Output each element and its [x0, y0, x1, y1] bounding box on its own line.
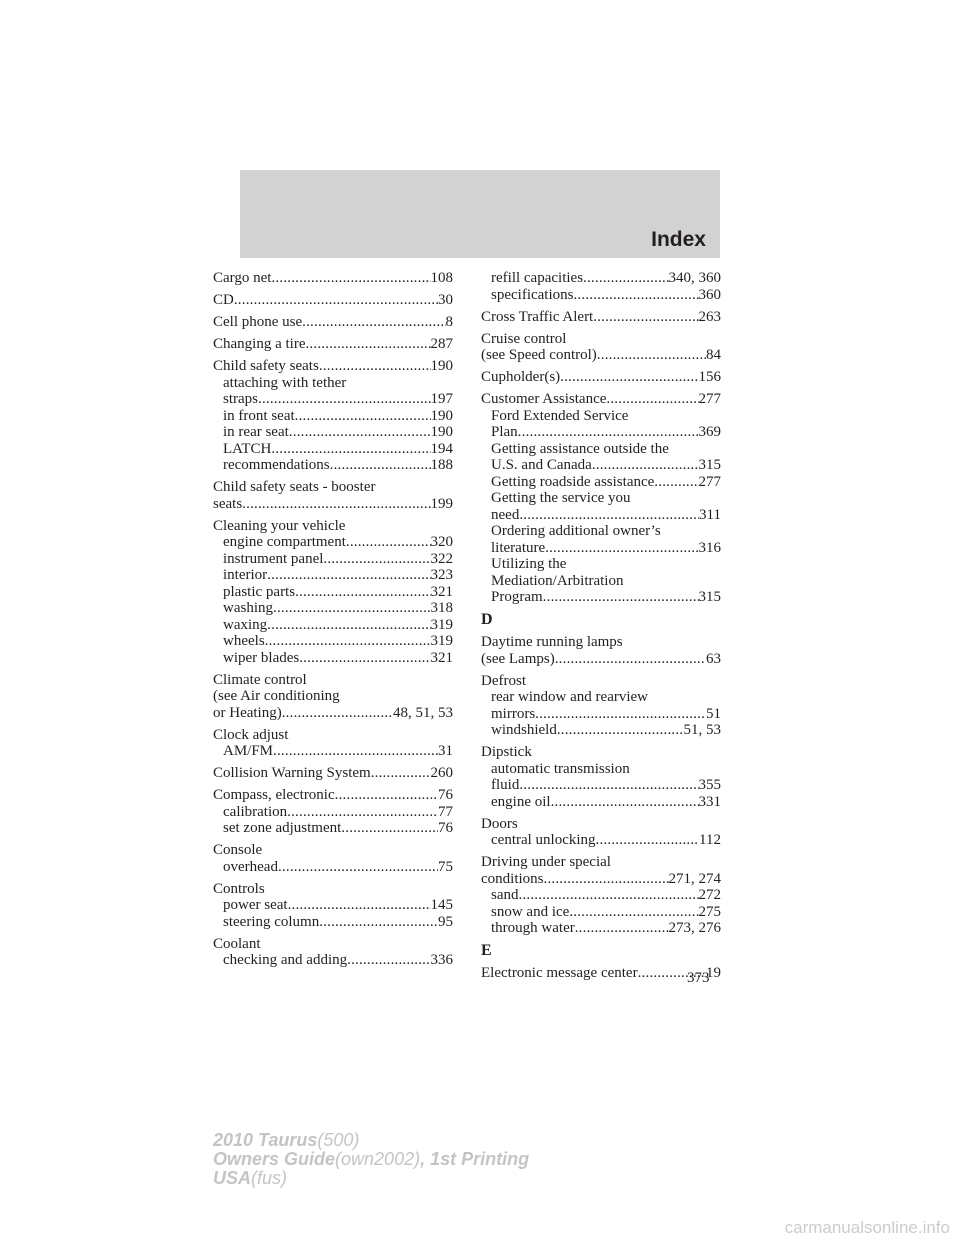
index-subentry-line — [481, 556, 721, 573]
dot-leader — [319, 358, 431, 375]
index-entry — [481, 270, 721, 303]
entry-text: (see Lamps) — [481, 650, 555, 667]
entry-text: Electronic message center — [481, 965, 638, 981]
index-entry — [481, 673, 721, 739]
entry-text: power seat — [223, 897, 288, 913]
entry-text: Child safety seats - booster — [213, 479, 376, 495]
index-entry — [213, 270, 453, 287]
dot-leader — [560, 369, 698, 386]
index-subentry-line — [213, 600, 453, 617]
index-subentry-line — [481, 490, 721, 507]
entry-text: conditions — [481, 870, 544, 887]
index-subentry-line — [213, 457, 453, 474]
dot-leader — [518, 424, 699, 441]
index-entry-line — [213, 727, 453, 744]
entry-page-ref: 194 — [430, 440, 453, 457]
entry-text: Plan — [491, 424, 518, 440]
entry-text: interior — [223, 567, 268, 583]
dot-leader — [519, 777, 698, 794]
index-subentry-line — [213, 633, 453, 650]
entry-text: plastic parts — [223, 583, 296, 600]
index-entry — [481, 309, 721, 326]
entry-text: checking and adding — [223, 952, 348, 968]
entry-text: wheels — [223, 633, 265, 649]
entry-text: calibration — [223, 803, 288, 820]
entry-page-ref: 51, 53 — [683, 722, 721, 738]
index-subentry-line — [213, 820, 453, 837]
dot-leader — [273, 743, 438, 760]
entry-text: waxing — [223, 616, 268, 633]
index-entry-line — [213, 270, 453, 287]
entry-page-ref: 316 — [698, 539, 721, 556]
index-entry — [213, 336, 453, 353]
index-entry — [213, 881, 453, 931]
dot-leader — [371, 765, 431, 782]
dot-leader — [583, 270, 668, 287]
dot-leader — [519, 507, 699, 524]
entry-page-ref: 315 — [698, 589, 721, 605]
index-entry-line — [481, 347, 721, 364]
index-subentry-line — [481, 761, 721, 778]
entry-text: in front seat — [223, 407, 295, 424]
dot-leader — [654, 474, 698, 491]
entry-text: Dipstick — [481, 744, 532, 760]
entry-page-ref: 331 — [698, 793, 721, 810]
entry-text: (see Speed control) — [481, 347, 597, 363]
entry-text: Mediation/Arbitration — [491, 572, 624, 589]
entry-page-ref: 63 — [706, 650, 721, 667]
dot-leader — [267, 567, 430, 584]
dot-leader — [335, 787, 438, 804]
entry-text: Coolant — [213, 935, 261, 952]
entry-page-ref: 190 — [430, 424, 453, 440]
index-subentry-line — [481, 573, 721, 590]
index-entry — [481, 331, 721, 364]
index-entry-line — [213, 496, 453, 513]
entry-page-ref: 263 — [698, 308, 721, 325]
dot-leader — [596, 832, 700, 849]
entry-text: Getting assistance outside the — [491, 440, 669, 457]
index-entry-line — [481, 871, 721, 888]
dot-leader — [593, 309, 698, 326]
dot-leader — [258, 391, 431, 408]
index-entry — [213, 358, 453, 474]
entry-page-ref: 360 — [698, 286, 721, 303]
entry-text: Cargo net — [213, 270, 272, 286]
entry-text: engine compartment — [223, 534, 346, 550]
index-column-left — [213, 270, 453, 974]
index-subentry-line — [213, 534, 453, 551]
index-entry — [213, 479, 453, 512]
index-entry-line — [213, 936, 453, 953]
entry-page-ref: 336 — [430, 952, 453, 968]
entry-page-ref: 197 — [430, 391, 453, 407]
entry-page-ref: 322 — [430, 550, 453, 567]
entry-text: seats — [213, 495, 243, 512]
entry-page-ref: 321 — [430, 649, 453, 666]
dot-leader — [267, 617, 430, 634]
dot-leader — [330, 457, 431, 474]
dot-leader — [519, 887, 699, 904]
index-entry-line — [213, 358, 453, 375]
dot-leader — [234, 292, 438, 309]
index-column-right — [481, 270, 721, 987]
index-entry-line — [481, 854, 721, 871]
entry-text: Getting the service you — [491, 490, 631, 506]
footer-guide-code: (own2002) — [335, 1149, 421, 1169]
entry-text: Collision Warning System — [213, 765, 371, 781]
index-subentry-line — [481, 540, 721, 557]
dot-leader — [544, 871, 669, 888]
dot-leader — [282, 705, 393, 722]
entry-text: rear window and rearview — [491, 689, 649, 705]
index-entry-line — [481, 673, 721, 690]
dot-leader — [299, 650, 430, 667]
entry-page-ref: 319 — [430, 616, 453, 633]
dot-leader — [273, 600, 431, 617]
entry-page-ref: 95 — [438, 913, 453, 930]
entry-text: need — [491, 506, 520, 523]
index-subentry-line — [213, 650, 453, 667]
dot-leader — [271, 270, 430, 287]
index-subentry-line — [213, 441, 453, 458]
index-entry — [213, 518, 453, 667]
entry-text: central unlocking — [491, 832, 596, 848]
entry-text: Doors — [481, 815, 518, 832]
dot-leader — [287, 804, 438, 821]
entry-text: Clock adjust — [213, 726, 289, 743]
dot-leader — [569, 904, 698, 921]
index-entry-line — [213, 518, 453, 535]
page-number: 373 — [687, 970, 710, 986]
index-entry — [213, 842, 453, 875]
entry-page-ref: 277 — [698, 391, 721, 407]
index-subentry-line — [481, 689, 721, 706]
dot-leader — [551, 794, 699, 811]
dot-leader — [302, 314, 445, 331]
entry-page-ref: 199 — [430, 495, 453, 512]
entry-text: straps — [223, 391, 258, 407]
entry-page-ref: 315 — [698, 457, 721, 473]
index-entry — [481, 854, 721, 937]
index-subentry-line — [213, 914, 453, 931]
entry-page-ref: 320 — [430, 534, 453, 550]
entry-page-ref: 321 — [430, 583, 453, 600]
index-subentry-line — [213, 804, 453, 821]
entry-text: instrument panel — [223, 550, 324, 567]
entry-text: Ordering additional owner’s — [491, 523, 661, 539]
dot-leader — [545, 540, 698, 557]
entry-text: set zone adjustment — [223, 820, 342, 836]
index-header-band — [240, 170, 720, 258]
index-subentry-line — [481, 722, 721, 739]
dot-leader — [242, 496, 430, 513]
entry-text: snow and ice — [491, 903, 570, 920]
entry-text: windshield — [491, 722, 557, 738]
entry-text: in rear seat — [223, 424, 289, 440]
entry-page-ref: 108 — [430, 270, 453, 286]
section-title: Index — [651, 228, 706, 251]
dot-leader — [271, 441, 430, 458]
entry-page-ref: 340, 360 — [668, 270, 721, 286]
index-subentry-line — [481, 474, 721, 491]
index-entry — [213, 292, 453, 309]
entry-text: sand — [491, 887, 519, 903]
index-subentry-line — [213, 375, 453, 392]
entry-text: Cleaning your vehicle — [213, 517, 346, 534]
entry-page-ref: 311 — [699, 506, 721, 523]
index-subentry-line — [213, 408, 453, 425]
index-subentry-line — [481, 706, 721, 723]
index-entry — [481, 816, 721, 849]
entry-text: through water — [491, 920, 575, 936]
dot-leader — [543, 589, 699, 606]
entry-page-ref: 190 — [430, 407, 453, 424]
dot-leader — [573, 287, 698, 304]
entry-page-ref: 48, 51, 53 — [393, 704, 453, 721]
dot-leader — [295, 584, 430, 601]
entry-text: Program — [491, 589, 543, 605]
dot-leader — [557, 722, 684, 739]
entry-text: U.S. and Canada — [491, 457, 592, 473]
entry-text: Daytime running lamps — [481, 634, 623, 650]
dot-leader — [305, 336, 430, 353]
entry-text: Cupholder(s) — [481, 369, 561, 385]
index-subentry-line — [481, 777, 721, 794]
index-subentry-line — [481, 457, 721, 474]
entry-page-ref: 355 — [698, 777, 721, 793]
index-entry-line — [481, 816, 721, 833]
index-entry — [213, 672, 453, 722]
entry-text: Cross Traffic Alert — [481, 308, 594, 325]
index-entry — [481, 965, 721, 982]
entry-page-ref: 323 — [430, 567, 453, 583]
entry-text: automatic transmission — [491, 760, 630, 777]
entry-text: Utilizing the — [491, 556, 567, 572]
entry-page-ref: 145 — [430, 897, 453, 913]
index-subentry-line — [481, 270, 721, 287]
dot-leader — [606, 391, 698, 408]
dot-leader — [289, 424, 431, 441]
entry-text: fluid — [491, 777, 520, 793]
entry-page-ref: 271, 274 — [668, 870, 721, 887]
footer-market-code: (fus) — [251, 1168, 288, 1188]
dot-leader — [347, 952, 430, 969]
dot-leader — [346, 534, 431, 551]
entry-text: Console — [213, 842, 263, 858]
index-subentry-line — [481, 507, 721, 524]
entry-page-ref: 8 — [445, 314, 453, 330]
index-entry-line — [213, 842, 453, 859]
entry-text: attaching with tether — [223, 374, 347, 391]
entry-page-ref: 30 — [438, 292, 453, 308]
dot-leader — [288, 897, 431, 914]
entry-text: Child safety seats — [213, 358, 319, 374]
entry-text: mirrors — [491, 705, 536, 722]
entry-page-ref: 31 — [438, 743, 453, 759]
entry-text: refill capacities — [491, 270, 584, 286]
index-subentry-line — [481, 904, 721, 921]
entry-text: washing — [223, 600, 273, 616]
index-subentry-line — [213, 859, 453, 876]
index-subentry-line — [213, 897, 453, 914]
index-entry-line — [213, 672, 453, 689]
index-subentry-line — [213, 743, 453, 760]
index-subentry-line — [481, 523, 721, 540]
entry-page-ref: 260 — [430, 765, 453, 781]
entry-page-ref: 287 — [430, 336, 453, 352]
index-entry-line — [213, 688, 453, 705]
entry-page-ref: 277 — [698, 473, 721, 490]
index-entry-line — [213, 314, 453, 331]
index-subentry-line — [213, 424, 453, 441]
entry-page-ref: 77 — [438, 803, 453, 820]
entry-page-ref: 112 — [699, 832, 721, 848]
index-entry-line — [481, 965, 721, 982]
entry-text: Climate control — [213, 671, 307, 688]
index-entry-line — [481, 369, 721, 386]
index-entry — [481, 391, 721, 606]
index-subentry-line — [481, 920, 721, 937]
entry-page-ref: 272 — [698, 887, 721, 903]
section-letter: D — [481, 611, 493, 628]
index-entry-line — [481, 651, 721, 668]
index-subentry-line — [481, 441, 721, 458]
entry-page-ref: 156 — [698, 369, 721, 385]
index-entry-line — [213, 336, 453, 353]
index-entry-line — [213, 765, 453, 782]
entry-page-ref: 75 — [438, 858, 453, 875]
index-subentry-line — [213, 584, 453, 601]
index-subentry-line — [481, 408, 721, 425]
entry-page-ref: 76 — [438, 820, 453, 836]
index-entry-line — [481, 331, 721, 348]
dot-leader — [323, 551, 430, 568]
entry-text: Controls — [213, 880, 265, 897]
entry-text: engine oil — [491, 793, 551, 810]
index-subentry-line — [213, 952, 453, 969]
dot-leader — [592, 457, 699, 474]
entry-page-ref: 84 — [706, 347, 721, 363]
entry-text: specifications — [491, 286, 574, 303]
index-subentry-line — [481, 287, 721, 304]
index-subentry-line — [481, 589, 721, 606]
dot-leader — [341, 820, 438, 837]
index-entry-line — [481, 391, 721, 408]
index-entry — [481, 744, 721, 810]
index-entry — [213, 787, 453, 837]
watermark: carmanualsonline.info — [784, 1218, 950, 1237]
index-subentry-line — [481, 424, 721, 441]
index-entry-line — [481, 634, 721, 651]
footer-printing-info — [213, 1131, 529, 1188]
index-entry-line — [213, 292, 453, 309]
dot-leader — [278, 859, 438, 876]
entry-text: wiper blades — [223, 649, 300, 666]
dot-leader — [555, 651, 706, 668]
entry-page-ref: 275 — [698, 903, 721, 920]
entry-page-ref: 51 — [706, 705, 721, 722]
dot-leader — [295, 408, 431, 425]
footer-model-code: (500) — [317, 1130, 360, 1150]
index-subentry-line — [481, 832, 721, 849]
entry-page-ref: 19 — [706, 965, 721, 981]
index-subentry-line — [481, 794, 721, 811]
entry-text: steering column — [223, 913, 320, 930]
dot-leader — [535, 706, 706, 723]
entry-text: overhead — [223, 858, 278, 875]
index-subentry-line — [213, 567, 453, 584]
entry-text: Driving under special — [481, 854, 611, 870]
entry-page-ref: 369 — [698, 424, 721, 440]
entry-text: (see Air conditioning — [213, 688, 340, 704]
index-entry-line — [213, 787, 453, 804]
index-subentry-line — [213, 617, 453, 634]
entry-page-ref: 273, 276 — [668, 920, 721, 936]
index-entry-line — [481, 744, 721, 761]
index-entry — [213, 765, 453, 782]
entry-text: recommendations — [223, 457, 330, 473]
entry-text: Defrost — [481, 672, 526, 689]
entry-page-ref: 190 — [430, 358, 453, 374]
index-entry-line — [213, 479, 453, 496]
entry-page-ref: 188 — [430, 457, 453, 473]
footer-model: 2010 Taurus — [213, 1130, 318, 1150]
entry-text: AM/FM — [223, 743, 274, 759]
entry-text: CD — [213, 292, 234, 308]
dot-leader — [265, 633, 431, 650]
index-entry — [481, 634, 721, 667]
footer-guide: Owners Guide — [213, 1149, 336, 1169]
footer-market: USA — [213, 1168, 252, 1188]
index-entry-line — [481, 309, 721, 326]
index-entry-line — [213, 705, 453, 722]
index-entry — [213, 727, 453, 760]
footer-printing: , 1st Printing — [420, 1149, 530, 1169]
entry-text: literature — [491, 539, 546, 556]
entry-text: LATCH — [223, 440, 272, 457]
entry-text: Changing a tire — [213, 336, 306, 352]
entry-text: Customer Assistance — [481, 391, 607, 407]
entry-page-ref: 76 — [438, 787, 453, 803]
index-entry — [213, 314, 453, 331]
dot-leader — [597, 347, 706, 364]
index-entry — [481, 369, 721, 386]
dot-leader — [319, 914, 438, 931]
index-entry-line — [213, 881, 453, 898]
index-subentry-line — [213, 551, 453, 568]
section-letter: E — [481, 942, 492, 959]
index-entry — [213, 936, 453, 969]
index-subentry-line — [481, 887, 721, 904]
entry-page-ref: 318 — [430, 600, 453, 616]
entry-page-ref: 319 — [430, 633, 453, 649]
entry-text: Ford Extended Service — [491, 407, 629, 424]
entry-text: Cruise control — [481, 330, 567, 347]
entry-text: or Heating) — [213, 704, 282, 721]
index-subentry-line — [213, 391, 453, 408]
entry-text: Compass, electronic — [213, 787, 335, 803]
dot-leader — [575, 920, 669, 937]
entry-text: Getting roadside assistance — [491, 473, 655, 490]
entry-text: Cell phone use — [213, 314, 303, 330]
